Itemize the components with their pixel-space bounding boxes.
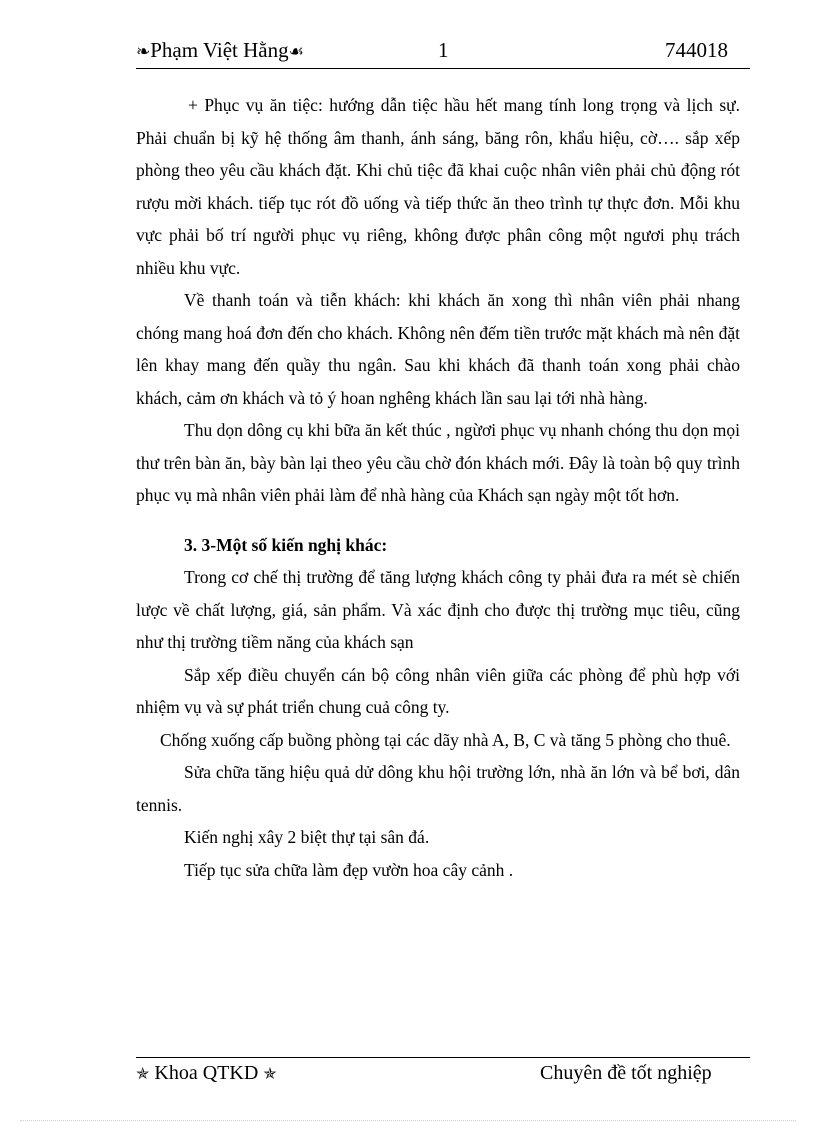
section-heading: 3. 3-Một số kiến nghị khác:: [184, 534, 388, 555]
footer-divider: [136, 1057, 750, 1058]
paragraph-staff-arrangement: Sắp xếp điều chuyển cán bộ công nhân viên giữa các phòng để phù hợp với nhiệm vụ và sự phát triển chung cuả công ty.: [136, 664, 740, 717]
paragraph-market-strategy: Trong cơ chế thị trường để tăng lượng khách công ty phải đưa ra mét sè chiến lược về chất lượng, giá, sản phẩm. Và xác định cho được thị trường mục tiêu, cũng như thị trường tiềm năng của khách sạn: [136, 567, 740, 652]
paragraph-banquet-service: + Phục vụ ăn tiệc: hướng dẫn tiệc hầu hết mang tính long trọng và lịch sự. Phải chuẩn bị kỹ hệ thống âm thanh, ánh sáng, băng rôn, khẩu hiệu, cờ…. sắp xếp phòng theo yêu cầu khách đặt. Khi chủ tiệc đã khai cuộc nhân viên phải chủ động rót rượu mời khách. tiếp tục rót đồ uống và tiếp thức ăn theo trình tự thực đơn. Mỗi khu vực phải bố trí người phục vụ riêng, không được phân công một ngươi phụ trách nhiều khu vực.: [136, 95, 740, 278]
header-divider: [136, 68, 750, 69]
page-body: [136, 89, 740, 886]
paragraph-villa-proposal: Kiến nghị xây 2 biệt thự tại sân đá.: [184, 827, 430, 847]
author-name: Phạm Việt Hằng: [150, 38, 289, 62]
paragraph-room-upgrade: Chống xuống cấp buồng phòng tại các dãy nhà A, B, C và tăng 5 phòng cho thuê.: [160, 729, 731, 750]
page-number: 1: [438, 38, 449, 62]
page-bottom-border: [20, 1120, 796, 1121]
footer-title: Chuyên đề tốt nghiệp: [540, 1062, 712, 1084]
paragraph-garden: Tiếp tục sửa chữa làm đẹp vườn hoa cây cảnh .: [184, 859, 514, 880]
ornament-left-icon: ❧: [136, 42, 151, 62]
page-header: [136, 38, 750, 66]
footer-department: [136, 1062, 277, 1085]
document-id: 744018: [665, 38, 728, 62]
department-name: Khoa QTKD: [154, 1062, 259, 1084]
paragraph-hall-repair: Sửa chữa tăng hiệu quả dử dông khu hội trường lớn, nhà ăn lớn và bể bơi, dân tennis.: [136, 762, 740, 815]
page-footer: [136, 1062, 750, 1090]
paragraph-payment: Về thanh toán và tiễn khách: khi khách ăn xong thì nhân viên phải nhang chóng mang hoá đơn đến cho khách. Không nên đếm tiền trước mặt khách mà nên đặt lên khay mang đến quầy thu ngân. Sau khi khách đã thanh toán xong phải chào khách, cảm ơn khách và tỏ ý hoan nghêng khách lần sau lại tới nhà hàng.: [136, 290, 740, 408]
ornament-right-icon: ☙: [288, 42, 304, 62]
paragraph-cleanup: Thu dọn dông cụ khi bữa ăn kết thúc , ngừơi phục vụ nhanh chóng thu dọn mọi thư trên bàn ăn, bày bàn lại theo yêu cầu chờ đón khách mới. Đây là toàn bộ quy trình phục vụ mà nhân viên phải làm để nhà hàng của Khách sạn ngày một tốt hơn.: [136, 420, 740, 505]
header-author: [136, 38, 304, 63]
star-icon: ✯: [136, 1064, 150, 1083]
star-icon: ✯: [263, 1064, 277, 1083]
